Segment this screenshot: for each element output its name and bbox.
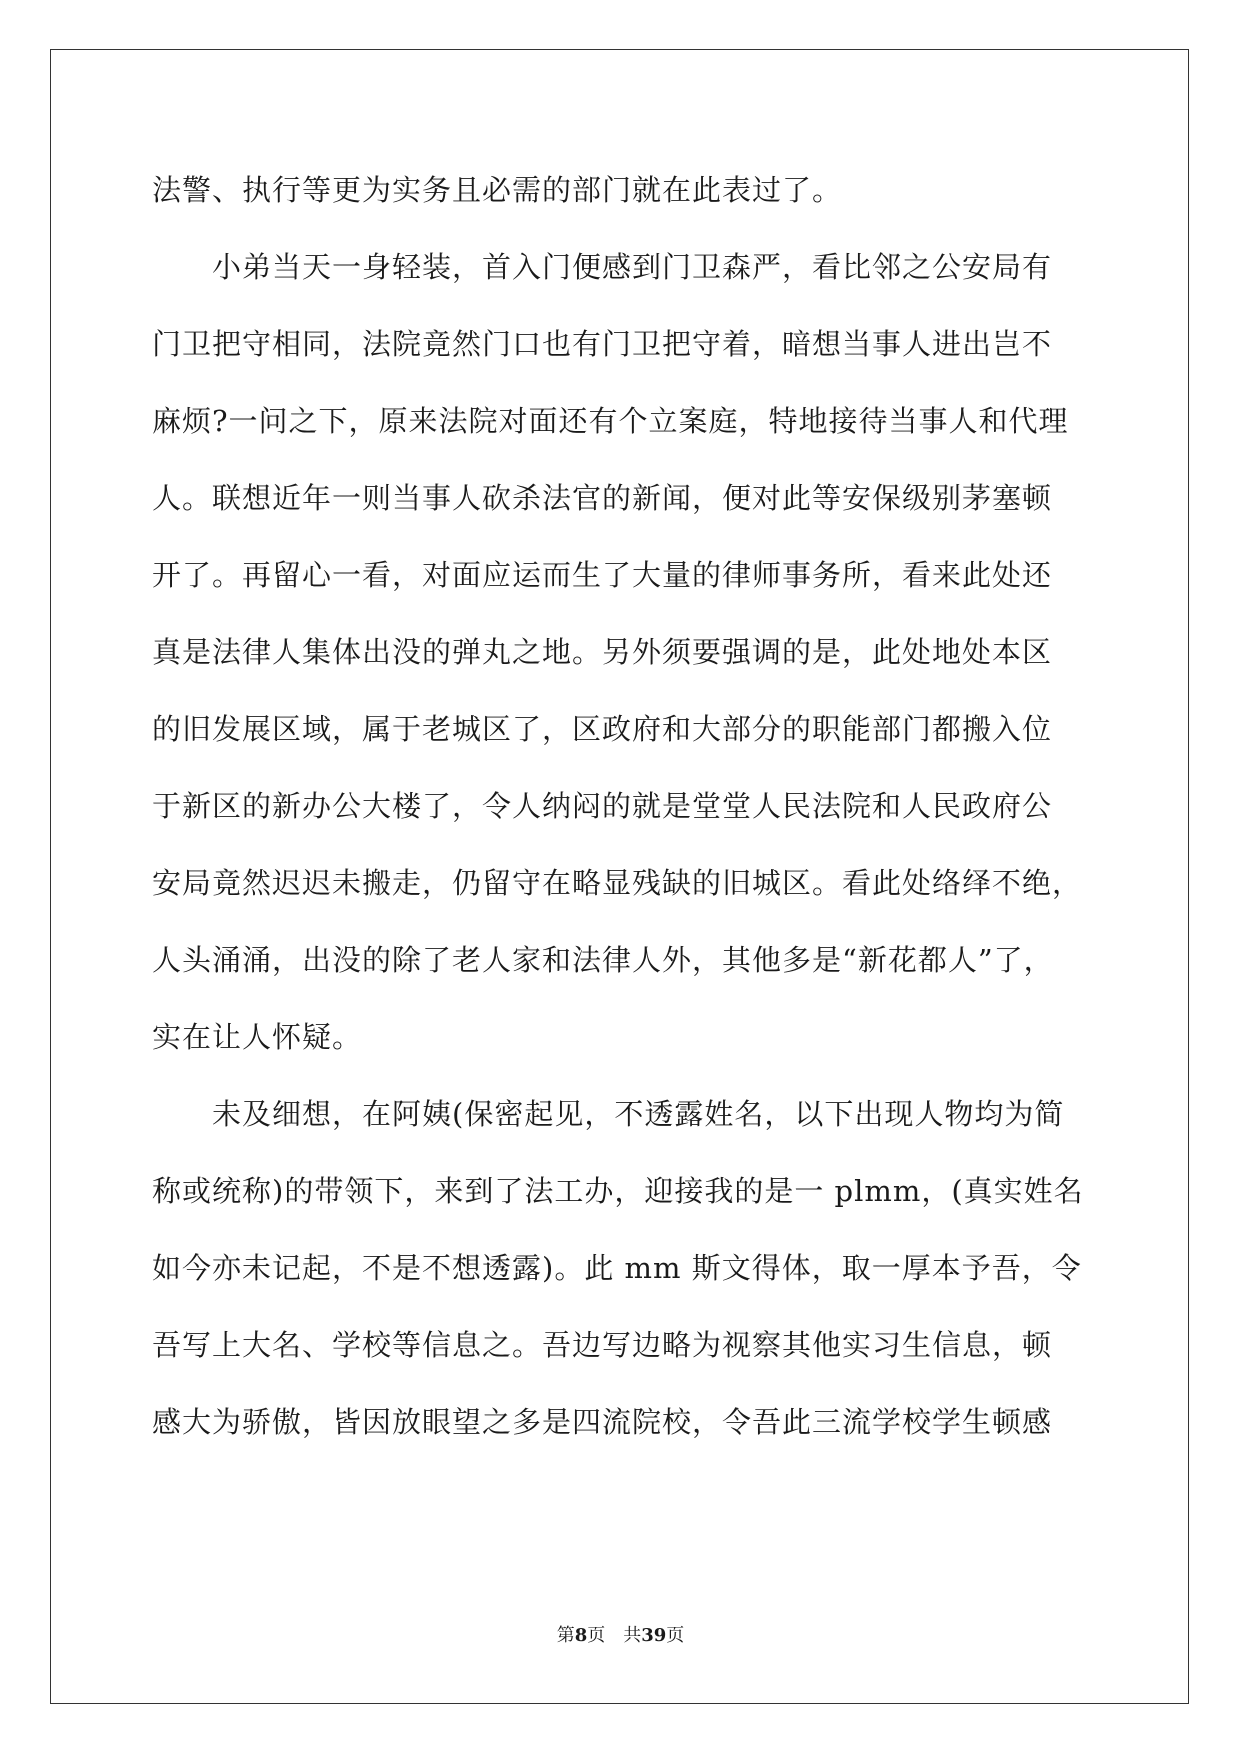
text-line: 真是法律人集体出没的弹丸之地。另外须要强调的是，此处地处本区 — [152, 635, 1053, 669]
text-line: 实在让人怀疑。 — [152, 1020, 363, 1054]
text-line: 感大为骄傲，皆因放眼望之多是四流院校，令吾此三流学校学生顿感 — [152, 1405, 1053, 1439]
text-line: 称或统称)的带领下，来到了法工办，迎接我的是一 plmm，(真实姓名 — [152, 1174, 1084, 1208]
text-line: 开了。再留心一看，对面应运而生了大量的律师事务所，看来此处还 — [152, 558, 1053, 592]
total-pages: 39 — [641, 1625, 667, 1646]
page-number: 8 — [574, 1625, 588, 1646]
text-line: 安局竟然迟迟未搬走，仍留守在略显残缺的旧城区。看此处络绎不绝， — [152, 866, 1083, 900]
page-mid: 页 共 — [587, 1625, 642, 1646]
text-line: 人。联想近年一则当事人砍杀法官的新闻，便对此等安保级别茅塞顿 — [152, 481, 1053, 515]
text-line: 的旧发展区域，属于老城区了，区政府和大部分的职能部门都搬入位 — [152, 712, 1053, 746]
page-prefix: 第 — [556, 1625, 575, 1646]
text-line: 小弟当天一身轻装，首入门便感到门卫森严，看比邻之公安局有 — [152, 250, 1053, 284]
text-line: 人头涌涌，出没的除了老人家和法律人外，其他多是“新花都人”了， — [152, 943, 1054, 977]
text-line: 如今亦未记起，不是不想透露)。此 mm 斯文得体，取一厚本予吾，令 — [152, 1251, 1082, 1285]
text-line: 吾写上大名、学校等信息之。吾边写边略为视察其他实习生信息，顿 — [152, 1328, 1053, 1362]
text-line: 未及细想，在阿姨(保密起见，不透露姓名，以下出现人物均为简 — [152, 1097, 1065, 1131]
text-line: 门卫把守相同，法院竟然门口也有门卫把守着，暗想当事人进出岂不 — [152, 327, 1053, 361]
text-line: 麻烦?一问之下，原来法院对面还有个立案庭，特地接待当事人和代理 — [152, 404, 1069, 438]
page-footer — [0, 1624, 1241, 1648]
text-line: 于新区的新办公大楼了，令人纳闷的就是堂堂人民法院和人民政府公 — [152, 789, 1053, 823]
page-suffix: 页 — [666, 1625, 685, 1646]
text-line: 法警、执行等更为实务且必需的部门就在此表过了。 — [152, 173, 843, 207]
